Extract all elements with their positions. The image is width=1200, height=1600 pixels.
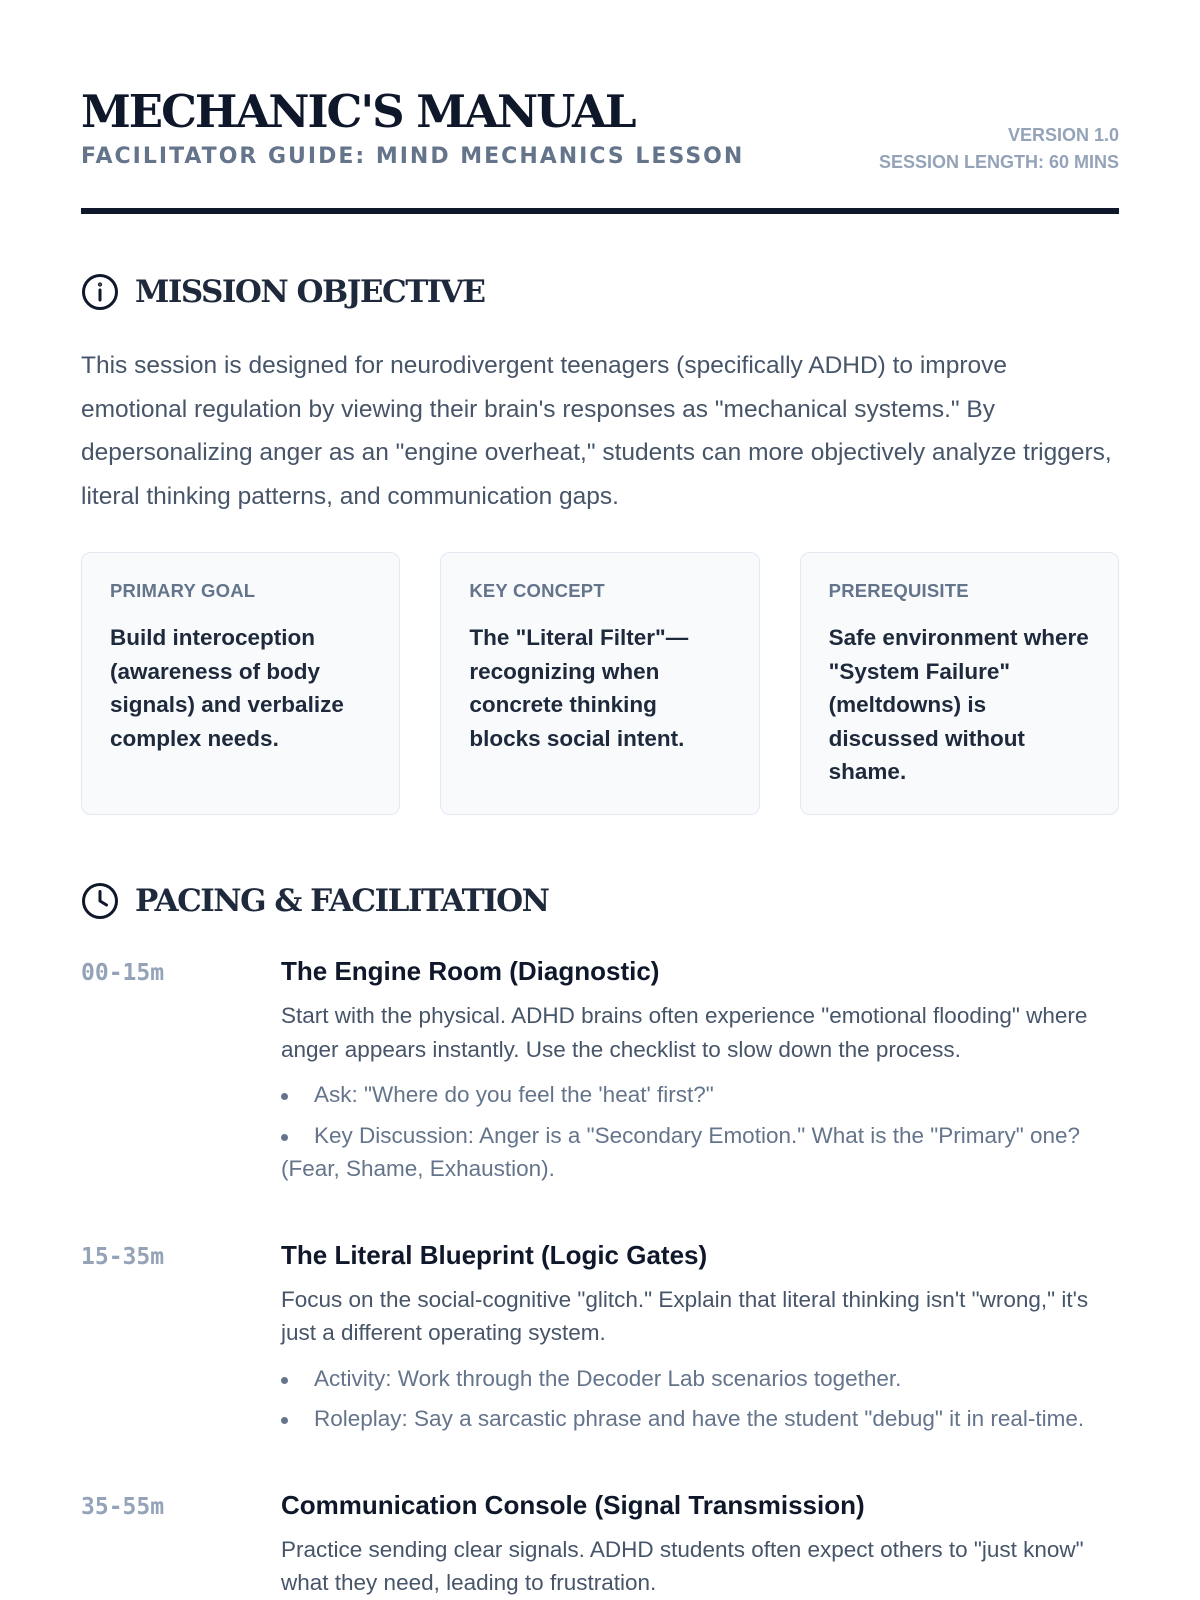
phase-points <box>281 1078 1119 1186</box>
pacing-section <box>81 881 1119 1600</box>
primary-goal-card <box>81 552 400 815</box>
session-length-label: SESSION LENGTH: 60 MINS <box>878 152 1119 172</box>
card-text: Safe environment where "System Failure" (meltdowns) is discussed without shame. <box>828 625 1089 784</box>
mission-heading: MISSION OBJECTIVE <box>135 274 485 310</box>
key-concept-card <box>440 552 759 815</box>
prerequisite-card <box>800 552 1119 815</box>
phase-time: 35-55m <box>81 1493 165 1520</box>
pacing-heading-row <box>81 881 1119 921</box>
phase-description: Practice sending clear signals. ADHD students often expect others to "just know" what they need, leading to frustration. <box>281 1536 1084 1595</box>
info-circle-icon <box>81 273 119 311</box>
phase-body <box>281 1485 1119 1600</box>
pacing-timeline <box>81 951 1119 1600</box>
header-meta <box>879 122 1119 176</box>
phase-time: 00-15m <box>81 960 165 986</box>
mission-objective-section <box>81 272 1119 815</box>
list-item: Ask: "Where do you feel the 'heat' first?" <box>281 1078 1119 1112</box>
phase-body <box>281 951 1119 1193</box>
phase-title: Communication Console (Signal Transmission) <box>281 1489 865 1520</box>
phase-title: The Literal Blueprint (Logic Gates) <box>281 1239 708 1270</box>
phase-time: 15-35m <box>81 1243 165 1270</box>
version-label: VERSION 1.0 <box>1007 125 1119 145</box>
mission-text: This session is designed for neurodivergent teenagers (specifically ADHD) to improve emotional regulation by viewing their brain's responses as "mechanical systems." By depersonalizing anger as an "engine overheat," students can more objectively analyze triggers, literal thinking patterns, and communication gaps. <box>81 352 1112 510</box>
card-label: PRIMARY GOAL <box>110 580 256 601</box>
card-text: The "Literal Filter"—recognizing when concrete thinking blocks social intent. <box>469 625 689 751</box>
phase-item <box>81 1485 1119 1600</box>
phase-description: Focus on the social-cognitive "glitch." Explain that literal thinking isn't "wrong," it's just a different operating system. <box>281 1286 1089 1345</box>
list-item: Key Discussion: Anger is a "Secondary Emotion." What is the "Primary" one? (Fear, Shame, Exhaustion). <box>281 1119 1119 1186</box>
phase-description: Start with the physical. ADHD brains often experience "emotional flooding" where anger appears instantly. Use the checklist to slow down the process. <box>281 1003 1088 1062</box>
page-title: MECHANIC'S MANUAL <box>81 85 635 138</box>
phase-item <box>81 1235 1119 1443</box>
list-item: Activity: Work through the Decoder Lab scenarios together. <box>281 1362 1119 1396</box>
list-item: Roleplay: Say a sarcastic phrase and have the student "debug" it in real-time. <box>281 1402 1119 1436</box>
card-label: KEY CONCEPT <box>469 580 605 601</box>
manual-header <box>81 0 1119 214</box>
mission-heading-row <box>81 272 1119 312</box>
page-subtitle: FACILITATOR GUIDE: MIND MECHANICS LESSON <box>81 144 745 169</box>
phase-title: The Engine Room (Diagnostic) <box>281 956 660 986</box>
clock-icon <box>81 882 119 920</box>
phase-item <box>81 951 1119 1193</box>
phase-points <box>281 1362 1119 1436</box>
card-label: PREREQUISITE <box>828 580 969 601</box>
objective-cards <box>81 552 1119 815</box>
pacing-heading: PACING & FACILITATION <box>135 883 549 919</box>
phase-body <box>281 1235 1119 1443</box>
card-text: Build interoception (awareness of body signals) and verbalize complex needs. <box>110 625 344 751</box>
